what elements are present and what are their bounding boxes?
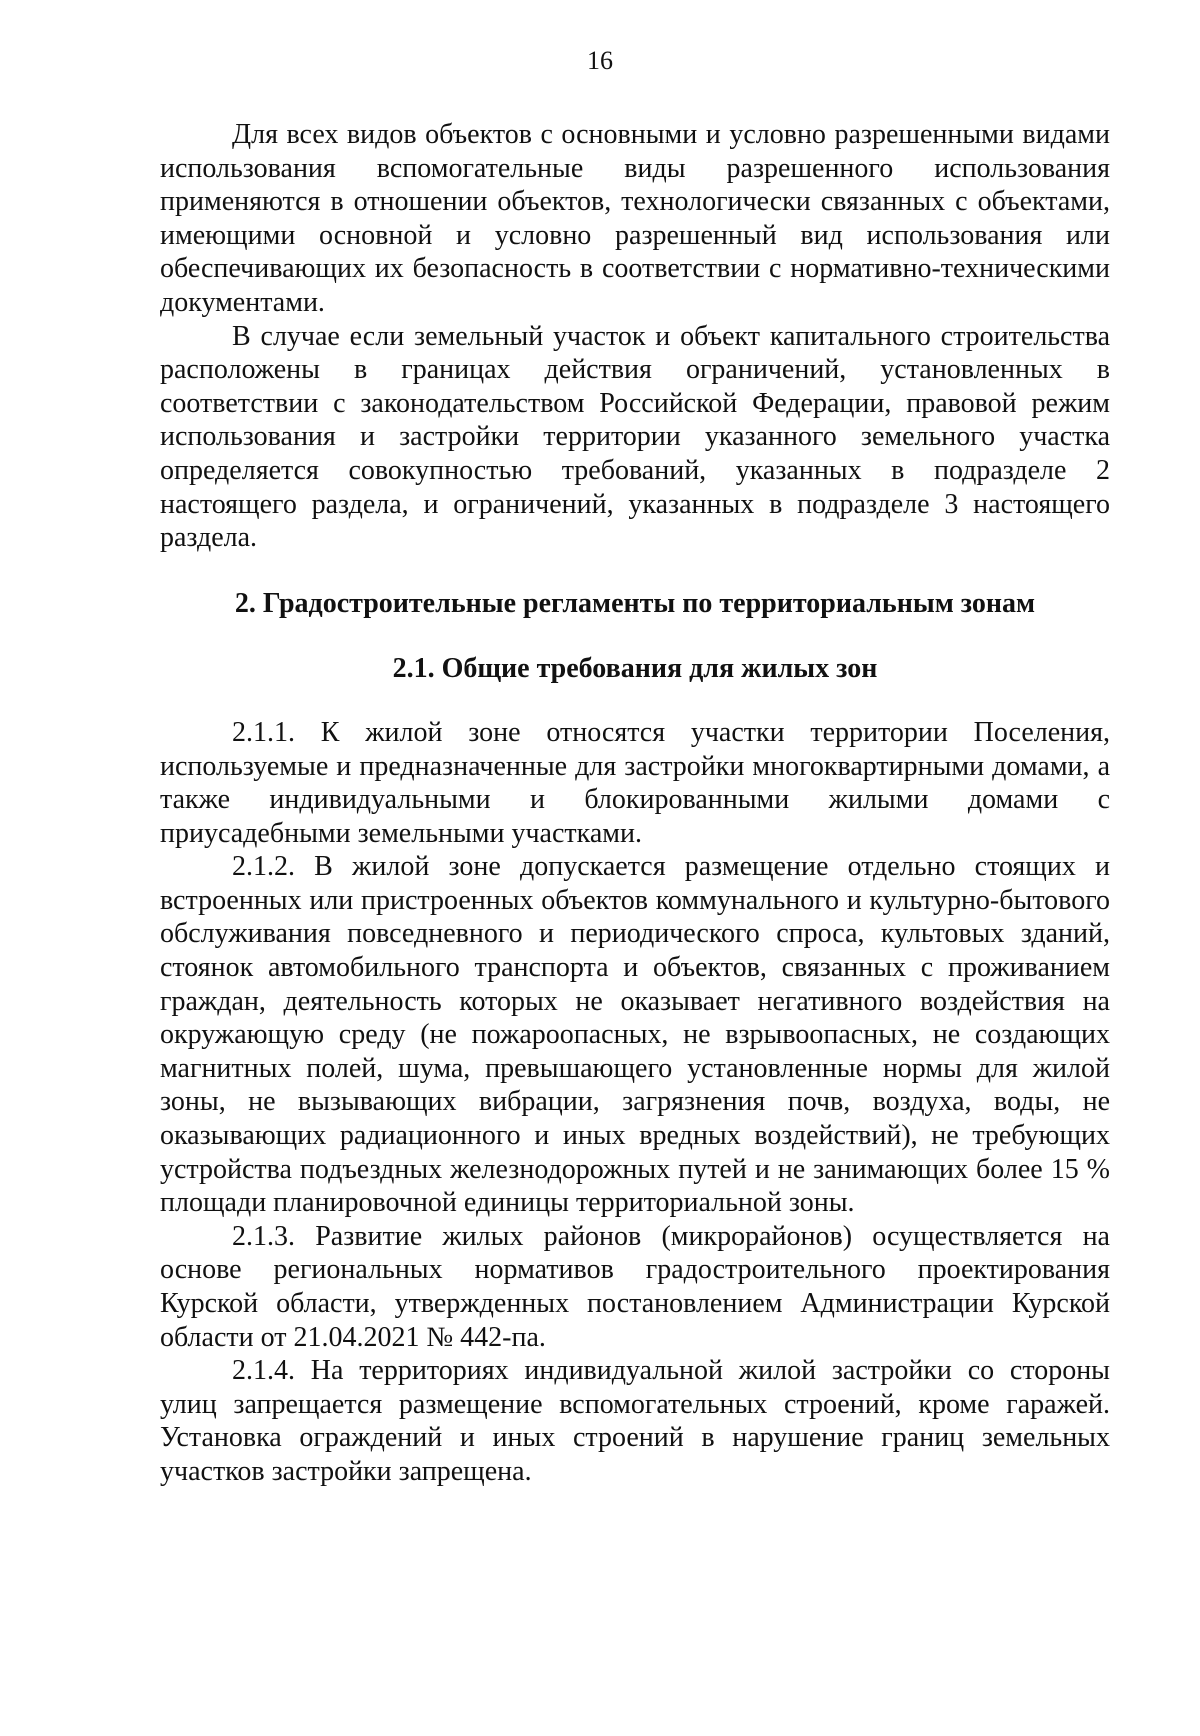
clause-paragraph: 2.1.1. К жилой зоне относятся участки территории Поселения, используемые и предназначенные для застройки многоквартирными домами, а также индивидуальными и блокированными жилыми домами с приусадебными земельными участками. bbox=[160, 716, 1110, 849]
clause-paragraph: 2.1.4. На территориях индивидуальной жилой застройки со стороны улиц запрещается размещение вспомогательных строений, кроме гаражей. Установка ограждений и иных строений в нарушение границ земельных участков застройки запрещена. bbox=[160, 1355, 1110, 1487]
page-number: 16 bbox=[587, 46, 613, 75]
document-body bbox=[160, 118, 1110, 1489]
clause-paragraph: 2.1.3. Развитие жилых районов (микрорайонов) осуществляется на основе региональных нормативов градостроительного проектирования Курской области, утвержденных постановлением Администрации Курской области от 21.04.2021 № 442-па. bbox=[160, 1220, 1110, 1353]
intro-paragraph: Для всех видов объектов с основными и условно разрешенными видами использования вспомогательные виды разрешенного использования применяются в отношении объектов, технологически связанных с объектами, имеющими основной и условно разрешенный вид использования или обеспечивающих их безопасность в соответствии с нормативно-техническими документами. bbox=[160, 119, 1110, 318]
section-heading: 2. Градостроительные регламенты по территориальным зонам bbox=[234, 587, 1036, 619]
subsection-heading: 2.1. Общие требования для жилых зон bbox=[392, 653, 878, 685]
intro-paragraph: В случае если земельный участок и объект капитального строительства расположены в границах действия ограничений, установленных в соответствии с законодательством Российской Федерации, правовой режим использования и застройки территории указанного земельного участка определяется совокупностью требований, указанных в подразделе 2 настоящего раздела, и ограничений, указанных в подразделе 3 настоящего раздела. bbox=[160, 320, 1110, 554]
clause-paragraph: 2.1.2. В жилой зоне допускается размещение отдельно стоящих и встроенных или пристроенных объектов коммунального и культурно-бытового обслуживания повседневного и периодического спроса, культовых зданий, стоянок автомобильного транспорта и объектов, связанных с проживанием граждан, деятельность которых не оказывает негативного воздействия на окружающую среду (не пожароопасных, не взрывоопасных, не создающих магнитных полей, шума, превышающего установленные нормы для жилой зоны, не вызывающих вибрации, загрязнения почв, воздуха, воды, не оказывающих радиационного и иных вредных воздействий), не требующих устройства подъездных железнодорожных путей и не занимающих более 15 % площади планировочной единицы территориальной зоны. bbox=[160, 851, 1110, 1219]
